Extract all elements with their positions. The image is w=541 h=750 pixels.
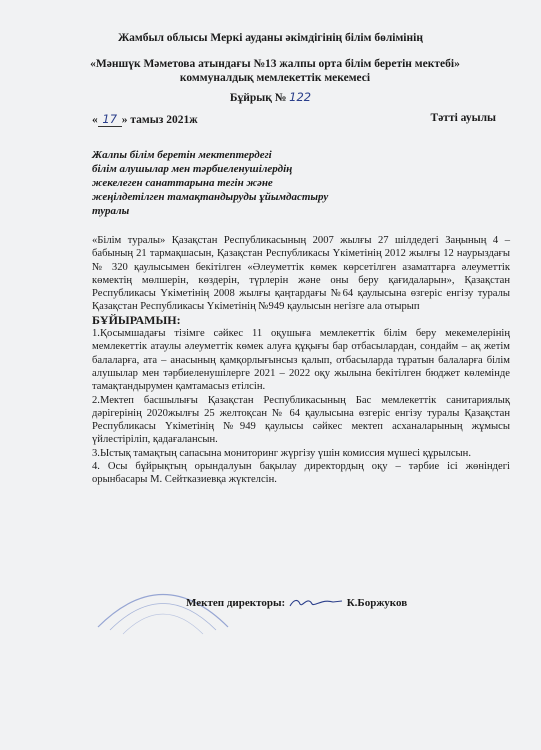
date-open-quote: «: [92, 114, 98, 126]
village-name: Тәтті ауылы: [430, 112, 496, 124]
school-type: коммуналдық мемлекеттік мекемесі: [179, 72, 371, 84]
date-day-handwritten: 17: [98, 112, 122, 127]
subject-line: жекелеген санаттарына тегін және: [92, 177, 273, 189]
order-item-1: 1.Қосымшадағы тізімге сәйкес 11 оқушыға мемлекеттік білім беру мекемелерінің мемлекеттік атаулы әлеуметтік көмек алуға құқығы бар отбасылардан, сондайм – ақ жетім балаларға, ата – анасының қамқорлығынсыз қалып, отбасыларда тұратын балаларға білім алушылар мен тәрбиеленушілерге 2021 – 2022 оқу жылына бекітілген бюджет көлемінде тамақтандырумен қамтамасыз етілсін.: [92, 328, 510, 393]
department-title: Жамбыл облысы Меркі ауданы әкімдігінің білім бөлімінің: [118, 32, 423, 44]
preamble-paragraph: «Білім туралы» Қазақстан Республикасының 2007 жылғы 27 шілдедегі Заңының 4 – бабының 21 тармақшасын, Қазақстан Республикасы Үкіметінің 2012 жылғы 12 наурыздағы № 320 қаулысымен бекітілген «Әлеуметтік көмек көрсетілген азаматтарға әлеуметтік көмектің мөлшерін, көздерін, түрлерін және оны беру қағидаларын», Қазақстан Республикасы Үкіметінің 2008 жылғы қаңтардағы №64 қаулысына өзгеріс енгізу туралы Қазақстан Республикасы Үкіметінің №949 қаулысын негізге ала отырып: [92, 235, 510, 313]
signatory-name: К.Боржуков: [346, 597, 408, 609]
subject-line: жеңілдетілген тамақтандыруды ұйымдастыру: [92, 191, 329, 203]
order-item-4: 4. Осы бұйрықтың орындалуын бақылау директордың оқу – тәрбие ісі жөніндегі орынбасары М. Сейтказиевқа жүктелсін.: [92, 461, 510, 486]
subject-line: білім алушылар мен тәрбиеленушілердің: [92, 163, 293, 175]
order-subject: [92, 148, 382, 218]
school-name: «Мәншүк Мәметова атындағы №13 жалпы орта білім беретін мектебі»: [90, 58, 460, 70]
handwritten-signature-icon: [288, 597, 344, 609]
subject-line: туралы: [92, 205, 130, 217]
order-number: [0, 90, 541, 104]
order-label: Бұйрық №: [229, 92, 287, 104]
order-body: [92, 234, 510, 487]
signatory-title: Мектеп директоры:: [186, 597, 286, 609]
order-item-2: 2.Мектеп басшылығы Қазақстан Республикасының Бас мемлекеттік санитариялық дәрігерінің 2020жылғы 25 желтоқсан № 64 қаулысына өзгеріс енгізу туралы Қазақстан Республикасы Үкіметінің №949 қаулысы сәйкес мектеп асханаларының жұмысы үйлестіріліп, қадағалансын.: [92, 394, 510, 446]
order-number-handwritten: 122: [289, 90, 312, 104]
signature-block: [186, 597, 486, 609]
date-line: [92, 112, 496, 127]
subject-line: Жалпы білім беретін мектептердегі: [92, 149, 272, 161]
date-month-year: » тамыз 2021ж: [121, 114, 198, 126]
order-heading: БҰЙЫРАМЫН:: [92, 312, 181, 327]
order-item-3: 3.Ыстық тамақтың сапасына мониторинг жүргізу үшін комиссия мүшесі құрылсын.: [92, 447, 471, 459]
school-title: [40, 57, 510, 85]
